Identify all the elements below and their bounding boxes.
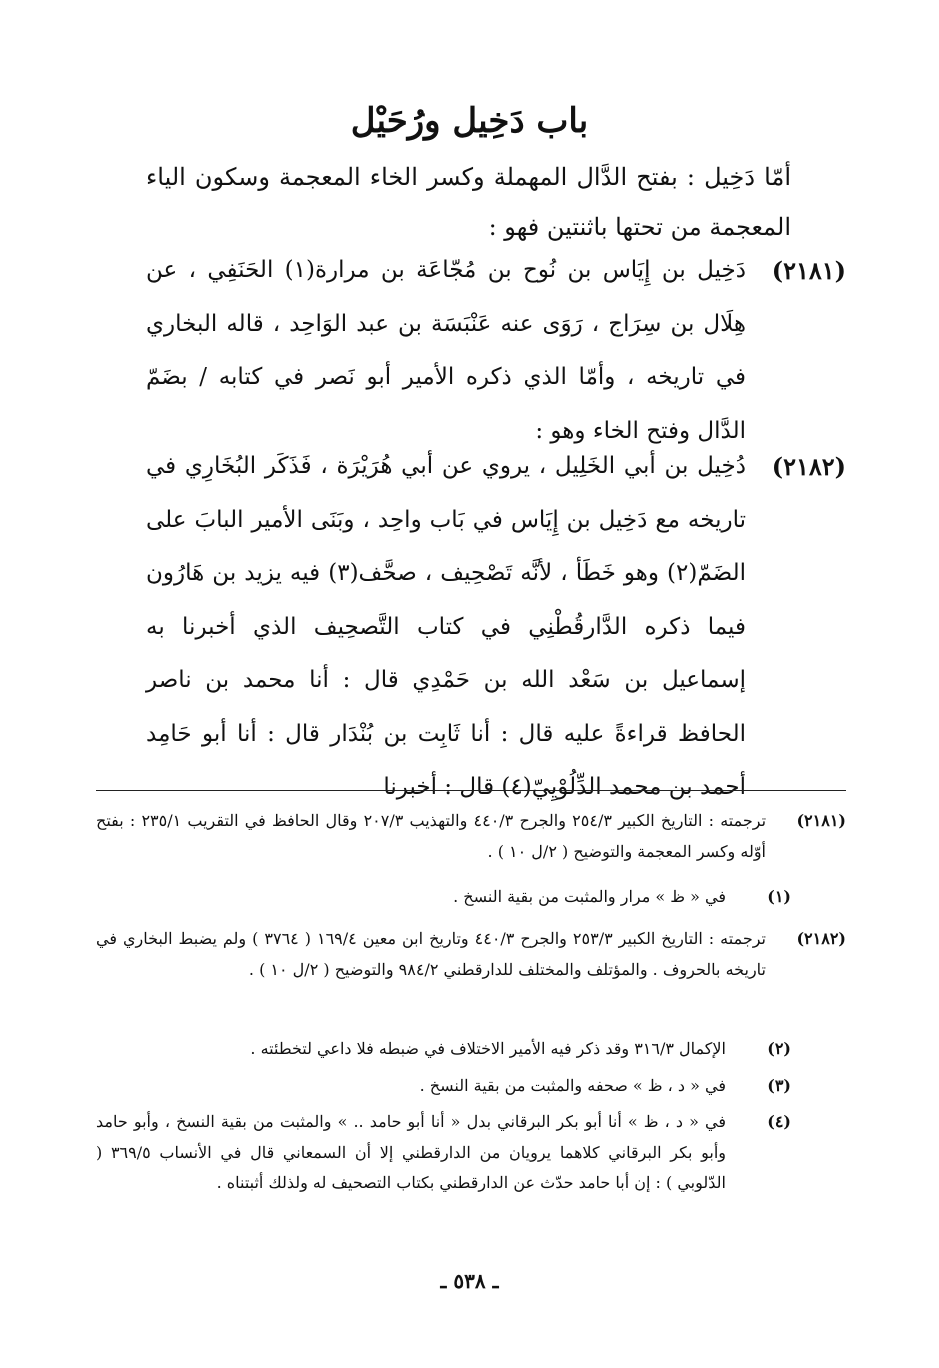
footnote-4 <box>96 1107 846 1199</box>
chapter-title: باب دَخِيل ورُحَيْل <box>350 101 589 141</box>
footnote-1 <box>96 882 846 913</box>
footnote-number: (٢١٨٢) <box>796 929 846 948</box>
footnote-text: ترجمته : التاريخ الكبير ٢٥٤/٣ والجرح ٤٤٠/٣ والتهذيب ٢٠٧/٣ وقال الحافظ في التقريب ٢٣٥/١ : بفتح أوّله وكسر المعجمة والتوضيح ( ٢/ل ١٠ ) . <box>96 811 767 861</box>
entry-text: دَخِيل بن إِيَاس بن نُوح بن مُجّاعَة بن مرارة(١) الحَنَفِي ، عن هِلَال بن سِرَاج ، رَوَى عنه عَنْبَسَة بن عبد الوَاحِد ، قاله البخاري في تاريخه ، وأمّا الذي ذكره الأمير أبو نَصر في كتابه / بضَمّ الدَّال وفتح الخاء وهو : <box>146 257 746 444</box>
entry-text: دُخِيل بن أبي الخَلِيل ، يروي عن أبي هُرَيْرَة ، فَذَكَر البُخَارِي في تاريخه مع دَخِيل بن إِيَاس في بَاب واحِد ، وبَنَى الأمير البابَ على الضَمّ(٢) وهو خَطَأ ، لأنَّه تَصْحِيف ، صحَّف(٣) فيه يزيد بن هَارُون فيما ذكره الدَّارقُطْنِي في كتاب التَّصحِيف الذي أخبرنا به إسماعيل بن سَعْد الله بن حَمْدِي قال : أنا محمد بن ناصر الحافظ قراءةً عليه قال : أنا ثَابِت بن بُنْدَار قال : أنا أبو حَامِد أحمد بن محمد الدِّلُوْيِيّ(٤) قال : أخبرنا <box>146 453 746 800</box>
intro-paragraph: أمّا دَخِيل : بفتح الدَّال المهملة وكسر الخاء المعجمة وسكون الياء المعجمة من تحتها باثنتين فهو : <box>146 163 791 241</box>
footnote-number: (٤) <box>767 1112 791 1131</box>
footnote-text: في « د ، ظ » صحفه والمثبت من بقية النسخ . <box>419 1076 726 1095</box>
footnote-number: (١) <box>767 887 791 906</box>
footnote-2181 <box>96 806 846 867</box>
entry-number: (٢١٨١) <box>771 256 846 285</box>
footnote-2182 <box>96 924 846 985</box>
footnote-text: ترجمته : التاريخ الكبير ٢٥٣/٣ والجرح ٤٤٠/٣ وتاريخ ابن معين ١٦٩/٤ ( ٣٧٦٤ ) ولم يضبط البخاري في تاريخه بالحروف . والمؤتلف والمختلف للدارقطني ٩٨٤/٢ والتوضيح ( ٢/ل ١٠ ) . <box>96 929 767 979</box>
footnote-number: (٢) <box>767 1039 791 1058</box>
footnote-number: (٣) <box>767 1076 791 1095</box>
footnote-text: في « ظ » مرار والمثبت من بقية النسخ . <box>453 887 726 906</box>
entry-2181 <box>146 244 846 458</box>
footnote-divider <box>96 790 846 791</box>
footnote-3 <box>96 1071 846 1102</box>
footnote-2 <box>96 1034 846 1065</box>
page-number: ـ ٥٣٨ ـ <box>440 1269 499 1293</box>
footnote-number: (٢١٨١) <box>796 811 846 830</box>
footnote-text: الإكمال ٣١٦/٣ وقد ذكر فيه الأمير الاختلاف في ضبطه فلا داعي لتخطئته . <box>250 1039 726 1058</box>
footnote-text: في « د ، ظ » أنا أبو بكر البرقاني بدل « أنا أبو حامد .. » والمثبت من بقية النسخ ، وأبو حامد وأبو بكر البرقاني كلاهما يرويان من الدارقطني إلا أن السمعاني قال في الأنساب ٣٦٩/٥ ( الدّلوبي ) : إن أبا حامد حدّث عن الدارقطني بكتاب التصحيف له ولذلك أثبتناه . <box>96 1112 726 1192</box>
entry-number: (٢١٨٢) <box>771 452 846 481</box>
entry-2182 <box>146 440 846 815</box>
